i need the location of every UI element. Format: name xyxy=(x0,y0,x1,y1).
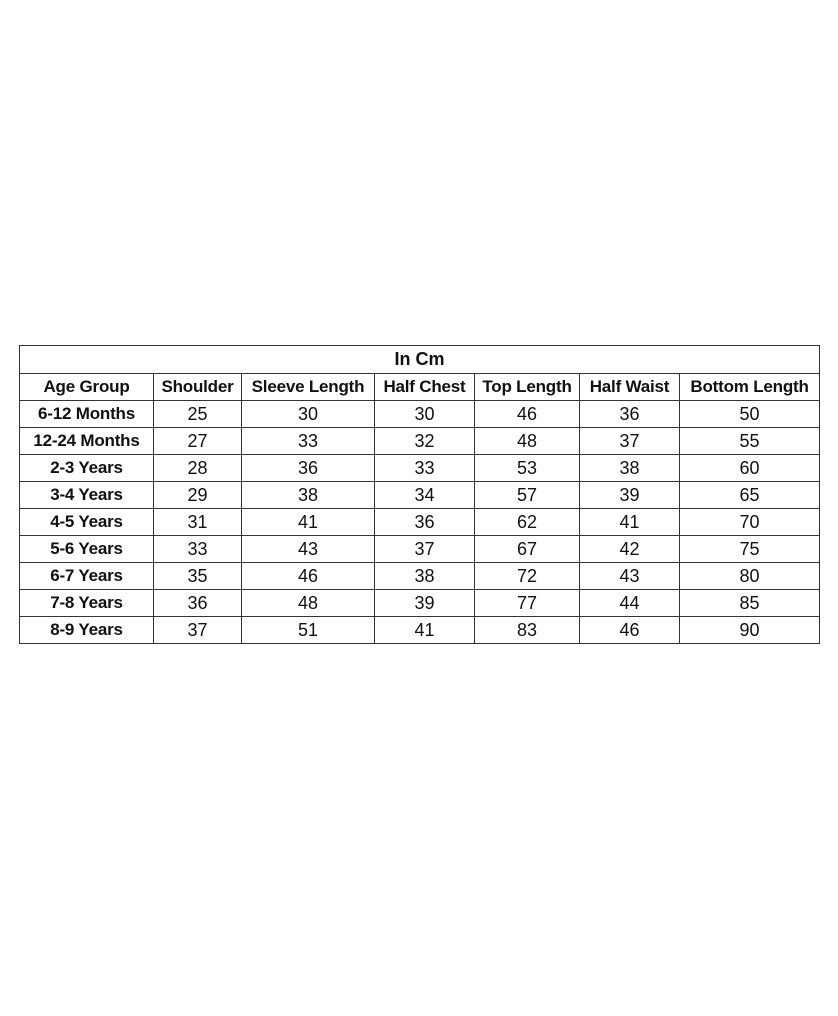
cell-sleeve-length: 51 xyxy=(242,617,375,644)
cell-half-chest: 36 xyxy=(375,509,475,536)
column-header-shoulder: Shoulder xyxy=(154,374,242,401)
column-header-half-chest: Half Chest xyxy=(375,374,475,401)
cell-sleeve-length: 41 xyxy=(242,509,375,536)
cell-shoulder: 35 xyxy=(154,563,242,590)
cell-age-group: 6-7 Years xyxy=(20,563,154,590)
cell-bottom-length: 50 xyxy=(680,401,820,428)
cell-shoulder: 37 xyxy=(154,617,242,644)
cell-sleeve-length: 43 xyxy=(242,536,375,563)
cell-sleeve-length: 38 xyxy=(242,482,375,509)
cell-bottom-length: 65 xyxy=(680,482,820,509)
column-header-age-group: Age Group xyxy=(20,374,154,401)
cell-bottom-length: 70 xyxy=(680,509,820,536)
cell-top-length: 57 xyxy=(475,482,580,509)
cell-top-length: 48 xyxy=(475,428,580,455)
cell-age-group: 3-4 Years xyxy=(20,482,154,509)
cell-shoulder: 25 xyxy=(154,401,242,428)
cell-sleeve-length: 30 xyxy=(242,401,375,428)
table-caption: In Cm xyxy=(20,346,820,374)
cell-half-chest: 37 xyxy=(375,536,475,563)
cell-top-length: 53 xyxy=(475,455,580,482)
cell-half-waist: 37 xyxy=(580,428,680,455)
cell-top-length: 67 xyxy=(475,536,580,563)
cell-top-length: 62 xyxy=(475,509,580,536)
cell-half-chest: 39 xyxy=(375,590,475,617)
cell-shoulder: 28 xyxy=(154,455,242,482)
cell-half-chest: 38 xyxy=(375,563,475,590)
cell-half-waist: 43 xyxy=(580,563,680,590)
cell-sleeve-length: 46 xyxy=(242,563,375,590)
table-row xyxy=(20,509,820,536)
cell-half-waist: 38 xyxy=(580,455,680,482)
table-row xyxy=(20,401,820,428)
cell-half-waist: 42 xyxy=(580,536,680,563)
cell-shoulder: 33 xyxy=(154,536,242,563)
caption-row xyxy=(20,346,820,374)
table-row xyxy=(20,617,820,644)
column-header-bottom-length: Bottom Length xyxy=(680,374,820,401)
cell-bottom-length: 80 xyxy=(680,563,820,590)
cell-shoulder: 29 xyxy=(154,482,242,509)
column-header-top-length: Top Length xyxy=(475,374,580,401)
cell-age-group: 7-8 Years xyxy=(20,590,154,617)
cell-top-length: 46 xyxy=(475,401,580,428)
cell-age-group: 6-12 Months xyxy=(20,401,154,428)
table-row xyxy=(20,482,820,509)
cell-top-length: 72 xyxy=(475,563,580,590)
cell-shoulder: 36 xyxy=(154,590,242,617)
cell-age-group: 4-5 Years xyxy=(20,509,154,536)
table-row xyxy=(20,428,820,455)
cell-shoulder: 27 xyxy=(154,428,242,455)
cell-bottom-length: 85 xyxy=(680,590,820,617)
cell-bottom-length: 60 xyxy=(680,455,820,482)
cell-top-length: 83 xyxy=(475,617,580,644)
cell-age-group: 8-9 Years xyxy=(20,617,154,644)
cell-half-waist: 41 xyxy=(580,509,680,536)
table-row xyxy=(20,590,820,617)
cell-half-waist: 36 xyxy=(580,401,680,428)
cell-half-chest: 33 xyxy=(375,455,475,482)
cell-half-waist: 46 xyxy=(580,617,680,644)
cell-half-chest: 30 xyxy=(375,401,475,428)
cell-bottom-length: 75 xyxy=(680,536,820,563)
column-header-half-waist: Half Waist xyxy=(580,374,680,401)
cell-half-chest: 32 xyxy=(375,428,475,455)
cell-bottom-length: 55 xyxy=(680,428,820,455)
cell-shoulder: 31 xyxy=(154,509,242,536)
cell-age-group: 5-6 Years xyxy=(20,536,154,563)
cell-half-chest: 41 xyxy=(375,617,475,644)
cell-sleeve-length: 48 xyxy=(242,590,375,617)
table-row xyxy=(20,563,820,590)
cell-bottom-length: 90 xyxy=(680,617,820,644)
cell-age-group: 12-24 Months xyxy=(20,428,154,455)
size-chart-table xyxy=(19,345,820,644)
cell-sleeve-length: 33 xyxy=(242,428,375,455)
cell-top-length: 77 xyxy=(475,590,580,617)
column-header-sleeve-length: Sleeve Length xyxy=(242,374,375,401)
table-row xyxy=(20,536,820,563)
cell-sleeve-length: 36 xyxy=(242,455,375,482)
cell-half-waist: 44 xyxy=(580,590,680,617)
cell-age-group: 2-3 Years xyxy=(20,455,154,482)
cell-half-waist: 39 xyxy=(580,482,680,509)
table-body xyxy=(20,401,820,644)
table-row xyxy=(20,455,820,482)
cell-half-chest: 34 xyxy=(375,482,475,509)
header-row xyxy=(20,374,820,401)
